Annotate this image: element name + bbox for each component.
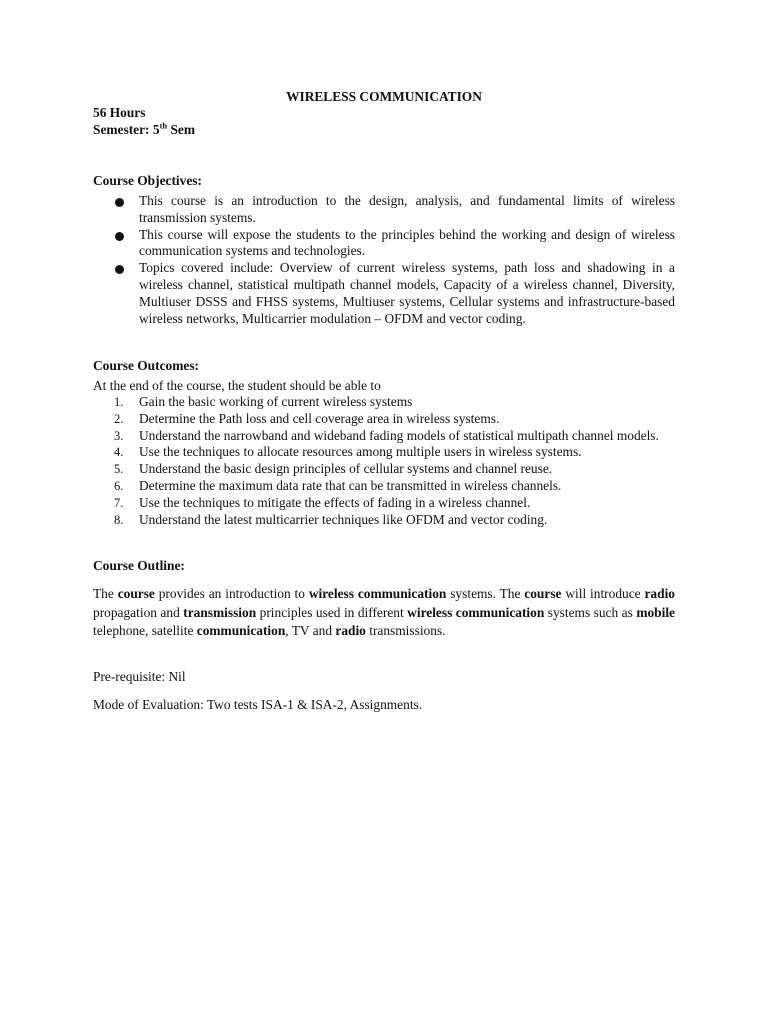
semester-suffix: Sem [167, 122, 196, 137]
course-title: WIRELESS COMMUNICATION [286, 89, 482, 104]
bullet-dot-icon [115, 265, 124, 274]
prerequisite-text: Pre-requisite: Nil [93, 669, 186, 684]
outline-keyword: wireless communication [308, 586, 447, 601]
outcomes-list [93, 394, 675, 528]
outcome-item [93, 478, 675, 495]
outline-segment: The [93, 586, 118, 601]
outline-segment: systems such as [544, 604, 637, 620]
outcomes-intro: At the end of the course, the student should be able to [93, 378, 381, 393]
outcome-text: Gain the basic working of current wireless systems [139, 394, 413, 409]
outcome-item [93, 411, 675, 428]
outline-segment: transmissions. [365, 623, 446, 639]
outcome-item [93, 444, 675, 461]
course-hours: 56 Hours [93, 105, 146, 120]
outline-keyword: course [117, 586, 155, 601]
outcome-item [93, 495, 675, 512]
outcome-number: 2. [114, 411, 124, 426]
objectives-heading: Course Objectives: [93, 173, 202, 188]
outcome-number: 6. [114, 478, 124, 493]
outcome-number: 3. [114, 428, 124, 443]
outcome-text: Understand the narrowband and wideband fading models of statistical multipath channel models. [139, 427, 659, 443]
bullet-dot-icon [115, 198, 124, 207]
outline-paragraph [93, 585, 675, 641]
outcome-number: 5. [114, 462, 124, 477]
outcome-text: Understand the latest multicarrier techniques like OFDM and vector coding. [139, 511, 548, 527]
outcome-text: Use the techniques to allocate resources among multiple users in wireless systems. [139, 444, 582, 460]
course-semester [93, 121, 195, 138]
outline-keyword: communication [196, 623, 286, 639]
semester-prefix: Semester: 5 [93, 122, 160, 137]
outline-segment: systems. The [446, 586, 525, 601]
outcome-number: 1. [114, 395, 124, 409]
outline-segment: propagation and [93, 604, 184, 620]
outcome-text: Understand the basic design principles of cellular systems and channel reuse. [139, 461, 553, 477]
evaluation-text: Mode of Evaluation: Two tests ISA-1 & ISA-2, Assignments. [93, 697, 423, 712]
outcome-text: Use the techniques to mitigate the effects of fading in a wireless channel. [139, 494, 531, 510]
outline-keyword: transmission [183, 604, 257, 620]
outcome-text: Determine the Path loss and cell coverage area in wireless systems. [139, 410, 500, 426]
objective-item [93, 260, 675, 327]
outline-heading: Course Outline: [93, 558, 185, 573]
outcome-number: 8. [114, 512, 124, 527]
outline-keyword: mobile [636, 604, 675, 620]
objective-item [93, 227, 675, 261]
outline-segment: will introduce [561, 586, 645, 601]
outcome-item [93, 428, 675, 445]
outcome-item [93, 512, 675, 529]
outline-keyword: radio [644, 586, 675, 601]
outline-segment: , TV and [285, 623, 336, 639]
outline-segment: telephone, satellite [93, 623, 197, 639]
outline-keyword: course [524, 586, 562, 601]
outline-segment: principles used in different [256, 604, 408, 620]
outline-segment: provides an introduction to [154, 586, 309, 601]
objective-item [93, 193, 675, 227]
objective-text: Topics covered include: Overview of current wireless systems, path loss and shadowing in a wireless channel, statistical multipath channel models, Capacity of a wireless channel, Diversity, Multiuser DSSS and FHSS systems, Multiuser systems, Cellular systems and infrastructure-based wireless networks, Multicarrier modulation – OFDM and vector coding. [139, 260, 675, 326]
objective-text: This course will expose the students to the principles behind the working and design of wireless communication systems and technologies. [139, 226, 675, 259]
outcome-item [93, 461, 675, 478]
outcomes-heading: Course Outcomes: [93, 358, 199, 373]
outcome-text: Determine the maximum data rate that can be transmitted in wireless channels. [139, 477, 562, 493]
outcome-number: 7. [114, 495, 124, 510]
outcome-item [93, 394, 675, 411]
semester-superscript: th [159, 120, 168, 131]
outline-keyword: radio [335, 623, 366, 639]
objectives-list [93, 193, 675, 327]
outcome-number: 4. [114, 445, 124, 460]
outline-keyword: wireless communication [407, 604, 545, 620]
bullet-dot-icon [115, 232, 124, 241]
objective-text: This course is an introduction to the design, analysis, and fundamental limits of wireless transmission systems. [139, 193, 675, 225]
